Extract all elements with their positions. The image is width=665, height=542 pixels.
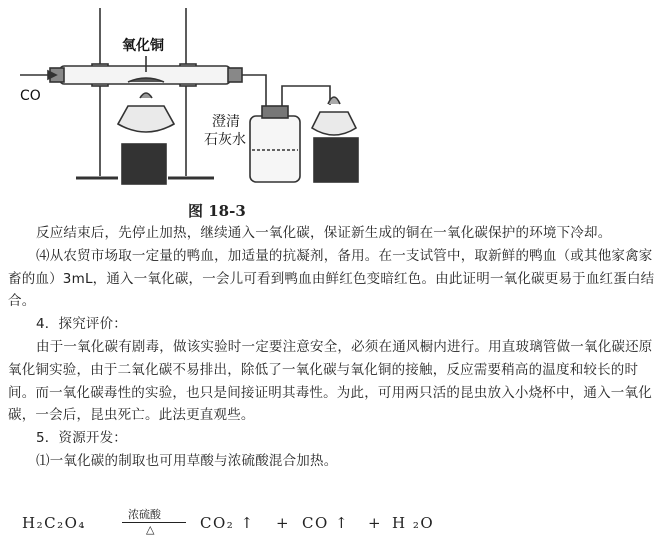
eq-plus-1: + — [276, 514, 291, 532]
eq-product-co2: CO₂ ↑ — [200, 514, 255, 532]
label-limewater-2: 石灰水 — [204, 132, 246, 148]
eq-product-co: CO ↑ — [302, 514, 350, 532]
apparatus-figure — [0, 0, 665, 222]
paragraph-evaluation: 由于一氧化碳有剧毒，做该实验时一定要注意安全，必须在通风橱内进行。用直玻璃管做一氧化碳还原氧化铜实验，由于二氧化碳不易排出，除低了一氧化碳与氧化铜的接触，反应需要稍高的温度和较长的时间。而一氧化碳毒性的实验，也只是间接证明其毒性。为此，可用两只活的昆虫放入小烧杯中，通入一氧化碳，一会后，昆虫死亡。此法更直观些。 — [8, 338, 653, 424]
chemical-equation — [22, 508, 522, 538]
section-heading-resources: 5．资源开发： — [36, 430, 127, 447]
flame-left — [140, 93, 152, 98]
label-cuo: 氧化铜 — [122, 38, 164, 54]
section-heading-evaluation: 4．探究评价： — [36, 316, 127, 333]
label-co: CO — [20, 88, 41, 104]
eq-plus-2: + — [368, 514, 383, 532]
eq-condition-top: 浓硫酸 — [128, 508, 161, 521]
stopper-right — [228, 68, 242, 82]
eq-condition-bottom: △ — [146, 523, 156, 536]
wash-bottle — [250, 116, 300, 182]
eq-reactant: H₂C₂O₄ — [22, 514, 86, 532]
apparatus-diagram — [0, 0, 665, 222]
block-left — [122, 144, 166, 184]
figure-caption: 图 18-3 — [188, 202, 246, 220]
alcohol-lamp-right — [312, 112, 356, 135]
eq-product-h2o: H ₂O — [392, 514, 435, 532]
document-body — [8, 222, 656, 473]
paragraph-duck-blood: ⑷从农贸市场取一定量的鸭血，加适量的抗凝剂，备用。在一支试管中，取新鲜的鸭血（或其他家禽家畜的血）3mL，通入一氧化碳，一会儿可看到鸭血由鲜红色变暗红色。由此证明一氧化碳更易于血红蛋白结合。 — [8, 247, 655, 310]
label-limewater-1: 澄清 — [212, 114, 240, 130]
alcohol-lamp-left — [118, 106, 174, 132]
paragraph-cooling: 反应结束后，先停止加热，继续通入一氧化碳，保证新生成的铜在一氧化碳保护的环境下冷却。 — [36, 225, 612, 241]
paragraph-preparation: ⑴一氧化碳的制取也可用草酸与浓硫酸混合加热。 — [36, 452, 338, 469]
delivery-tube-1 — [242, 75, 266, 110]
bottle-stopper — [262, 106, 288, 118]
block-right — [314, 138, 358, 182]
